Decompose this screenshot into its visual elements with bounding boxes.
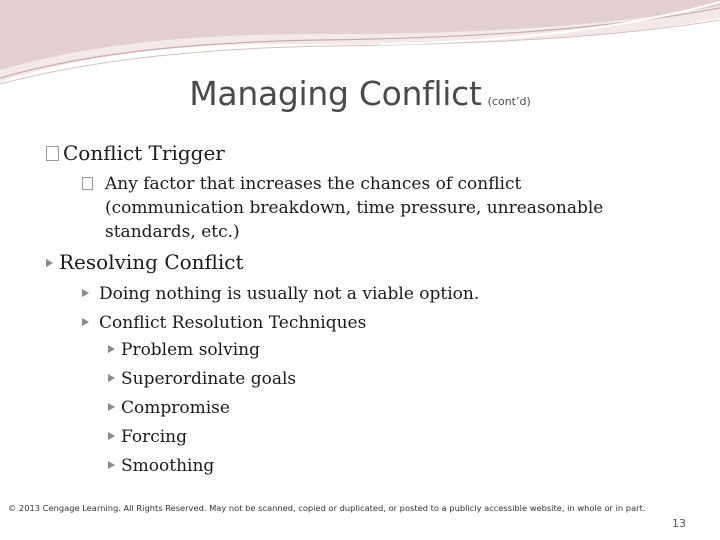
bullet-text: Doing nothing is usually not a viable option. xyxy=(99,284,480,304)
arrow-icon xyxy=(46,259,53,267)
copyright-footer: © 2013 Cengage Learning. All Rights Reserved. May not be scanned, copied or duplicated, or posted to a publicly accessible website, in whole or in part. xyxy=(8,503,646,513)
arrow-icon xyxy=(108,403,115,411)
bullet-conflict-trigger xyxy=(46,141,225,165)
bullet-label: Resolving Conflict xyxy=(59,250,244,274)
technique-label: Problem solving xyxy=(121,340,260,360)
arrow-icon xyxy=(108,432,115,440)
bullet-label: Conflict Trigger xyxy=(63,141,225,165)
technique-item xyxy=(108,398,230,418)
slide-title xyxy=(0,74,720,113)
box-icon xyxy=(82,177,93,190)
technique-label: Compromise xyxy=(121,398,230,418)
technique-item xyxy=(108,456,214,476)
technique-item xyxy=(108,369,296,389)
arrow-icon xyxy=(82,289,89,297)
technique-label: Superordinate goals xyxy=(121,369,297,389)
bullet-item-doing-nothing xyxy=(82,282,479,306)
title-subtitle: (cont’d) xyxy=(487,95,531,108)
technique-item xyxy=(108,340,260,360)
title-main: Managing Conflict xyxy=(189,74,482,113)
bullet-text: Any factor that increases the chances of conflict (communication breakdown, time pressure, unreasonable standards, etc.) xyxy=(105,174,604,242)
technique-label: Forcing xyxy=(121,427,188,447)
technique-item xyxy=(108,427,187,447)
bullet-text: Conflict Resolution Techniques xyxy=(99,313,367,333)
bullet-trigger-definition xyxy=(82,172,665,244)
page-number: 13 xyxy=(672,517,686,530)
arrow-icon xyxy=(108,374,115,382)
technique-label: Smoothing xyxy=(121,456,215,476)
box-icon xyxy=(46,146,59,161)
arrow-icon xyxy=(82,318,89,326)
arrow-icon xyxy=(108,345,115,353)
arrow-icon xyxy=(108,461,115,469)
bullet-item-techniques xyxy=(82,311,366,335)
bullet-resolving-conflict xyxy=(46,250,244,274)
